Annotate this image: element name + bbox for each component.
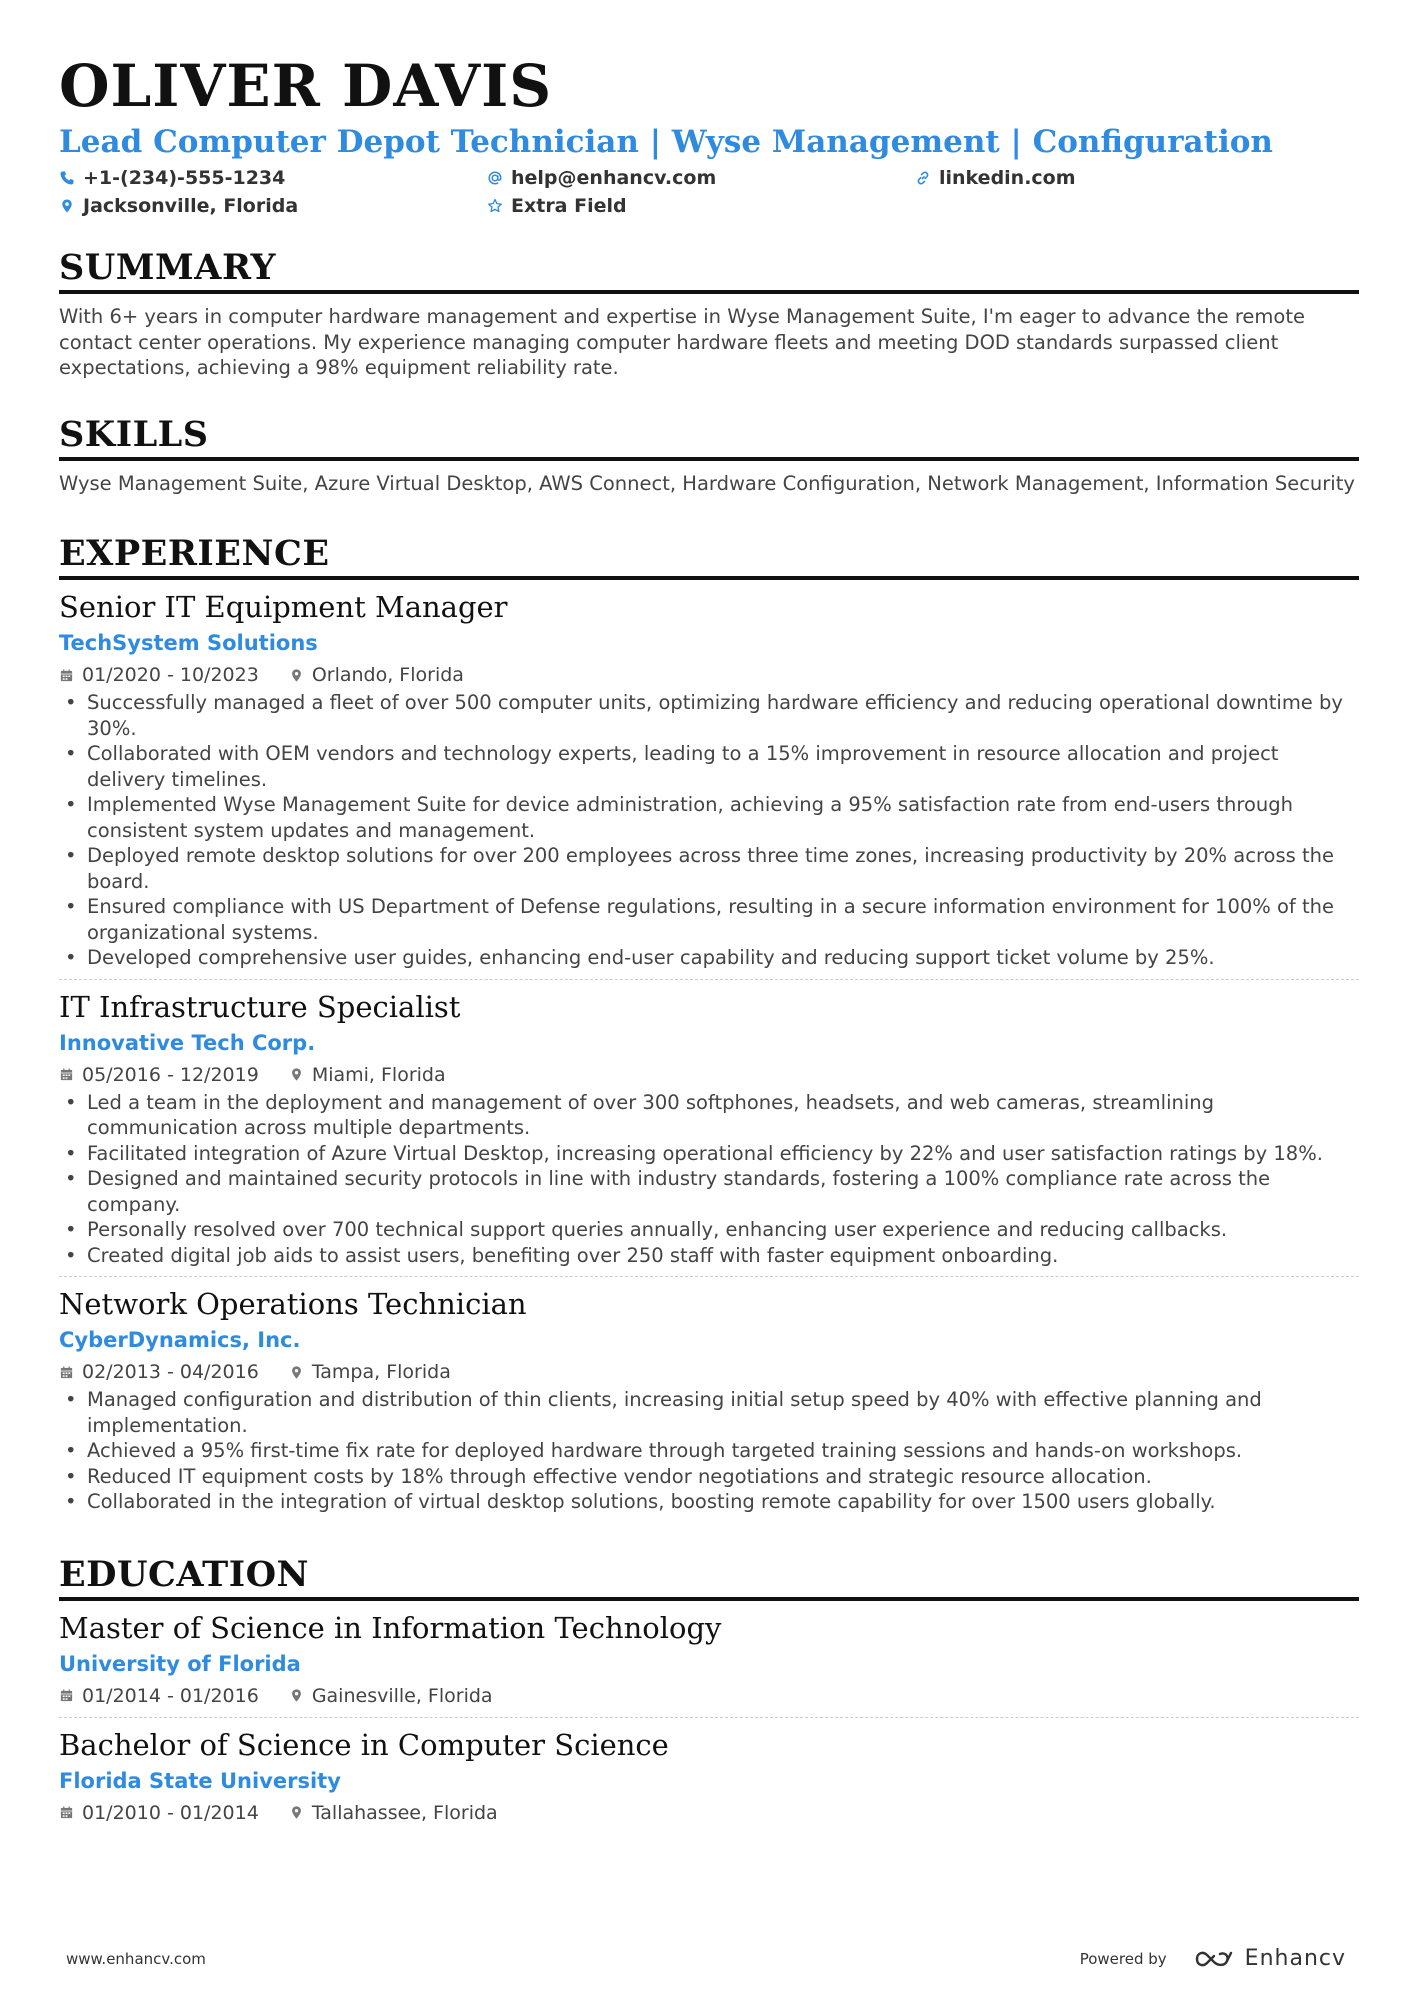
job-location: Orlando, Florida xyxy=(311,664,464,686)
job-meta xyxy=(59,662,1359,688)
contact-list xyxy=(59,166,1359,218)
contact-phone[interactable] xyxy=(59,166,487,190)
contact-phone-text: +1-(234)-555-1234 xyxy=(83,167,286,189)
enhancv-logo-icon xyxy=(1193,1948,1235,1970)
job-meta xyxy=(59,1062,1359,1088)
contact-email-text: help@enhancv.com xyxy=(511,167,717,189)
contact-linkedin-text: linkedin.com xyxy=(939,167,1076,189)
job-location: Tampa, Florida xyxy=(311,1361,451,1383)
bullet-item: • Led a team in the deployment and management of over 300 softphones, headsets, and web cameras, streamlining communication across multiple departments. xyxy=(59,1090,1359,1141)
contact-email[interactable] xyxy=(487,166,915,190)
education-dates: 01/2014 - 01/2016 xyxy=(82,1684,259,1707)
bullet-item: • Managed configuration and distribution of thin clients, increasing initial setup speed by 40% with effective planning and implementation. xyxy=(59,1387,1359,1438)
education-location: Gainesville, Florida xyxy=(311,1684,493,1707)
company-name: CyberDynamics, Inc. xyxy=(59,1328,301,1352)
bullet-item: • Successfully managed a fleet of over 500 computer units, optimizing hardware efficiency and reducing operational downtime by 30%. xyxy=(59,690,1359,741)
bullet-item: • Collaborated with OEM vendors and technology experts, leading to a 15% improvement in resource allocation and project delivery timelines. xyxy=(59,741,1359,792)
map-pin-icon xyxy=(289,1365,304,1380)
job-location: Miami, Florida xyxy=(311,1063,446,1086)
degree-title: Bachelor of Science in Computer Science xyxy=(59,1727,669,1762)
map-pin-icon xyxy=(59,198,75,214)
company-name: Innovative Tech Corp. xyxy=(59,1030,316,1055)
bullet-item: • Implemented Wyse Management Suite for device administration, achieving a 95% satisfaction rate from end-users through consistent system updates and management. xyxy=(59,792,1359,843)
school-name: University of Florida xyxy=(59,1651,301,1676)
education-location-wrap xyxy=(289,1800,498,1826)
map-pin-icon xyxy=(289,1805,304,1820)
bullet-item: • Ensured compliance with US Department of Defense regulations, resulting in a secure information environment for 100% of the organizational systems. xyxy=(59,894,1359,945)
map-pin-icon xyxy=(289,1688,304,1703)
footer xyxy=(66,1946,1346,1971)
link-icon xyxy=(915,170,931,186)
school-name: Florida State University xyxy=(59,1768,341,1793)
calendar-icon xyxy=(59,1805,74,1820)
degree-title: Master of Science in Information Technology xyxy=(59,1610,722,1645)
education-location-wrap xyxy=(289,1683,493,1709)
phone-icon xyxy=(59,170,75,186)
job-location-wrap xyxy=(289,1062,446,1088)
bullet-item: • Achieved a 95% first-time fix rate for deployed hardware through targeted training sessions and hands-on workshops. xyxy=(59,1438,1359,1464)
footer-url[interactable]: www.enhancv.com xyxy=(66,1949,206,1968)
contact-extra xyxy=(487,194,915,218)
summary-text: With 6+ years in computer hardware management and expertise in Wyse Management Suite, I'm eager to advance the remote contact center operations. My experience managing computer hardware fleets and meeting DOD standards surpassed client expectations, achieving a 98% equipment reliability rate. xyxy=(59,305,1305,379)
job-dates: 02/2013 - 04/2016 xyxy=(82,1361,259,1383)
bullet-item: • Collaborated in the integration of virtual desktop solutions, boosting remote capability for over 1500 users globally. xyxy=(59,1489,1359,1515)
bullet-item: • Designed and maintained security protocols in line with industry standards, fostering a 100% compliance rate across the company. xyxy=(59,1166,1359,1217)
job-title: IT Infrastructure Specialist xyxy=(59,989,461,1024)
skills-heading: SKILLS xyxy=(59,413,1359,461)
summary-heading: SUMMARY xyxy=(59,246,1359,294)
bullet-item: • Personally resolved over 700 technical support queries annually, enhancing user experience and reducing callbacks. xyxy=(59,1217,1359,1243)
education-location: Tallahassee, Florida xyxy=(311,1801,498,1824)
education-meta xyxy=(59,1800,1359,1826)
job-title: Network Operations Technician xyxy=(59,1287,527,1321)
brand-name: Enhancv xyxy=(1244,1946,1346,1971)
skills-text: Wyse Management Suite, Azure Virtual Desktop, AWS Connect, Hardware Configuration, Network Management, Information Security xyxy=(59,471,1355,495)
education-heading: EDUCATION xyxy=(59,1553,1359,1601)
at-icon xyxy=(487,170,503,186)
resume-page xyxy=(59,50,1359,1834)
candidate-name: OLIVER DAVIS xyxy=(59,52,553,120)
star-icon xyxy=(487,198,503,214)
calendar-icon xyxy=(59,1688,74,1703)
education-entry xyxy=(59,1609,1359,1718)
education-section xyxy=(59,1553,1359,1834)
experience-section xyxy=(59,532,1359,1523)
experience-entry xyxy=(59,588,1359,980)
job-bullets xyxy=(59,1387,1359,1515)
education-entry xyxy=(59,1726,1359,1834)
bullet-item: • Facilitated integration of Azure Virtual Desktop, increasing operational efficiency by 22% and user satisfaction ratings by 18%. xyxy=(59,1141,1359,1167)
bullet-item: • Developed comprehensive user guides, enhancing end-user capability and reducing support ticket volume by 25%. xyxy=(59,945,1359,971)
job-location-wrap xyxy=(289,1359,451,1385)
job-meta xyxy=(59,1359,1359,1385)
job-dates: 01/2020 - 10/2023 xyxy=(82,664,259,686)
bullet-item: • Created digital job aids to assist users, benefiting over 250 staff with faster equipment onboarding. xyxy=(59,1243,1359,1269)
skills-section xyxy=(59,413,1359,497)
job-bullets xyxy=(59,1090,1359,1269)
job-location-wrap xyxy=(289,662,464,688)
brand-logo[interactable] xyxy=(1193,1946,1346,1971)
job-title: Senior IT Equipment Manager xyxy=(59,590,508,624)
job-bullets xyxy=(59,690,1359,971)
contact-location xyxy=(59,194,487,218)
bullet-item: • Deployed remote desktop solutions for over 200 employees across three time zones, increasing productivity by 20% across the board. xyxy=(59,843,1359,894)
contact-linkedin[interactable] xyxy=(915,166,1343,190)
powered-by-label: Powered by xyxy=(1079,1949,1167,1968)
experience-entry xyxy=(59,988,1359,1278)
company-name: TechSystem Solutions xyxy=(59,631,318,655)
calendar-icon xyxy=(59,1067,74,1082)
powered-by xyxy=(1080,1946,1346,1971)
contact-location-text: Jacksonville, Florida xyxy=(83,195,299,217)
bullet-item: • Reduced IT equipment costs by 18% through effective vendor negotiations and strategic resource allocation. xyxy=(59,1464,1359,1490)
summary-section xyxy=(59,246,1359,381)
experience-entry xyxy=(59,1285,1359,1523)
map-pin-icon xyxy=(289,1067,304,1082)
education-dates: 01/2010 - 01/2014 xyxy=(82,1801,259,1824)
experience-heading: EXPERIENCE xyxy=(59,532,1359,580)
education-meta xyxy=(59,1683,1359,1709)
contact-extra-text: Extra Field xyxy=(511,195,627,217)
map-pin-icon xyxy=(289,668,304,683)
calendar-icon xyxy=(59,1365,74,1380)
calendar-icon xyxy=(59,668,74,683)
job-dates: 05/2016 - 12/2019 xyxy=(82,1063,259,1086)
headline: Lead Computer Depot Technician | Wyse Management | Configuration xyxy=(59,124,1273,160)
